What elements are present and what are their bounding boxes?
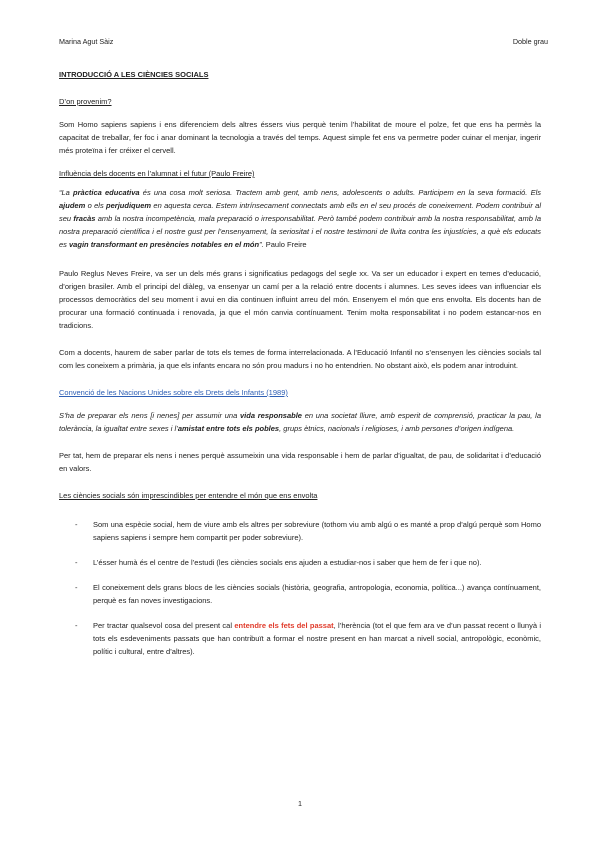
list-item: - Per tractar qualsevol cosa del present cal entendre els fets del passat, l’herència (tot el que fem ara ve d’un passat recent o llunyà i tots els esdeveniments passats que han contribuït a formar el nostre present en han marcat a nivell social, antropològic, econòmic, polític i cultural, entre d’altres). (75, 621, 542, 656)
highlighted-phrase: entendre els fets del passat (234, 621, 334, 630)
bullet-list (59, 518, 541, 658)
list-item: - El coneixement dels grans blocs de les ciències socials (història, geografia, antropologia, economia, política...) avança contínuament, perquè es fan noves investigacions. (75, 583, 541, 605)
document-title: INTRODUCCIÓ A LES CIÈNCIES SOCIALS (59, 70, 209, 79)
list-item: - Som una espècie social, hem de viure amb els altres per sobreviure (tothom viu amb algú o es manté a prop d’algú perquè som Homo sapiens sapiens i sempre hem compartit per poder sobreviure). (75, 520, 541, 542)
quote-attribution: Paulo Freire (263, 240, 307, 249)
paragraph-values: Per tat, hem de preparar els nens i nenes perquè assumeixin una vida responsable i hem de parlar d’igualtat, de pau, de solidaritat i d’educació en valors. (59, 451, 541, 473)
page-number: 1 (298, 799, 302, 808)
paragraph-freire-bio: Paulo Reglus Neves Freire, va ser un dels més grans i significatius pedagogs del segle xx. Va ser un educador i expert en temes d’educació, d’origen brasiler. Amb el principi del diàleg, va ensenyar un camí per a la relació entre docents i alumnes. Les seves idees van influenciar els processos democràtics del seu moment i avui en dia continuen influint arreu del món. Ensenyem el món que ens envolta. Els docents han de procurar una formació continuada i renovada, ja que el món canvia contínuament. Tenim molta responsabilitat i no podem estancar-nos en tradicions. (59, 269, 541, 330)
section-heading-origins: D’on provenim? (59, 97, 112, 106)
freire-quote: “La pràctica educativa és una cosa molt seriosa. Tractem amb gent, amb nens, adolescents o adults. Participem en la seva formació. Els ajudem o els perjudiquem en aquesta cerca. Estem intrínsecament connectats amb ells en el seu procés de coneixement. Podem contribuir al seu fracàs amb la nostra incompetència, mala preparació o irresponsabilitat. Però també podem contribuir amb la nostra responsabilitat, amb la nostra preparació científica i el nostre gust per l’ensenyament, la seriositat i el nostre testimoni de lluita contra les injustícies, a què els educats es vagin transformant en presències notables en el món”. Paulo Freire (59, 188, 541, 249)
section-heading-freire: Influència dels docents en l’alumnat i el futur (Paulo Freire) (59, 169, 255, 178)
header-author: Marina Agut Sàiz (59, 37, 114, 46)
list-item: - L’ésser humà és el centre de l’estudi (les ciències socials ens ajuden a estudiar-nos i saber que hem de fer i que no). (75, 558, 482, 567)
section-heading-social-sciences: Les ciències socials són imprescindibles per entendre el món que ens envolta (59, 491, 318, 500)
dash-bullet: - (75, 520, 78, 529)
dash-bullet: - (75, 621, 78, 630)
dash-bullet: - (75, 583, 78, 592)
dash-bullet: - (75, 558, 78, 567)
convention-link[interactable]: Convenció de les Nacions Unides sobre els Drets dels Infants (1989) (59, 388, 288, 397)
paragraph-teachers: Com a docents, haurem de saber parlar de tots els temes de forma interrelacionada. A l’Educació Infantil no s’ensenyen les ciències socials tal com les coneixem a primària, ja que els infants encara no són prou madurs i no ho entendrien. No obstant això, els podem anar introduint. (59, 348, 541, 370)
convention-quote: S’ha de preparar els nens [i nenes] per assumir una vida responsable en una societat lliure, amb esperit de comprensió, practicar la pau, la tolerància, la igualtat entre sexes i l’amistat entre tots els pobles, grups ètnics, nacionals i religioses, i amb persones d’origen indígena. (59, 411, 541, 433)
paragraph-origins: Som Homo sapiens sapiens i ens diferenciem dels altres éssers vius perquè tenim l’habilitat de moure el polze, fet que ens ha permès la capacitat de treballar, fer foc i anar dominant la tecnologia a través del temps. Aquest simple fet ens va permetre poder cuinar el menjar, ingerir més proteïna i fer créixer el cervell. (59, 120, 541, 155)
document-body (59, 68, 541, 658)
header-course: Doble grau (512, 37, 548, 46)
